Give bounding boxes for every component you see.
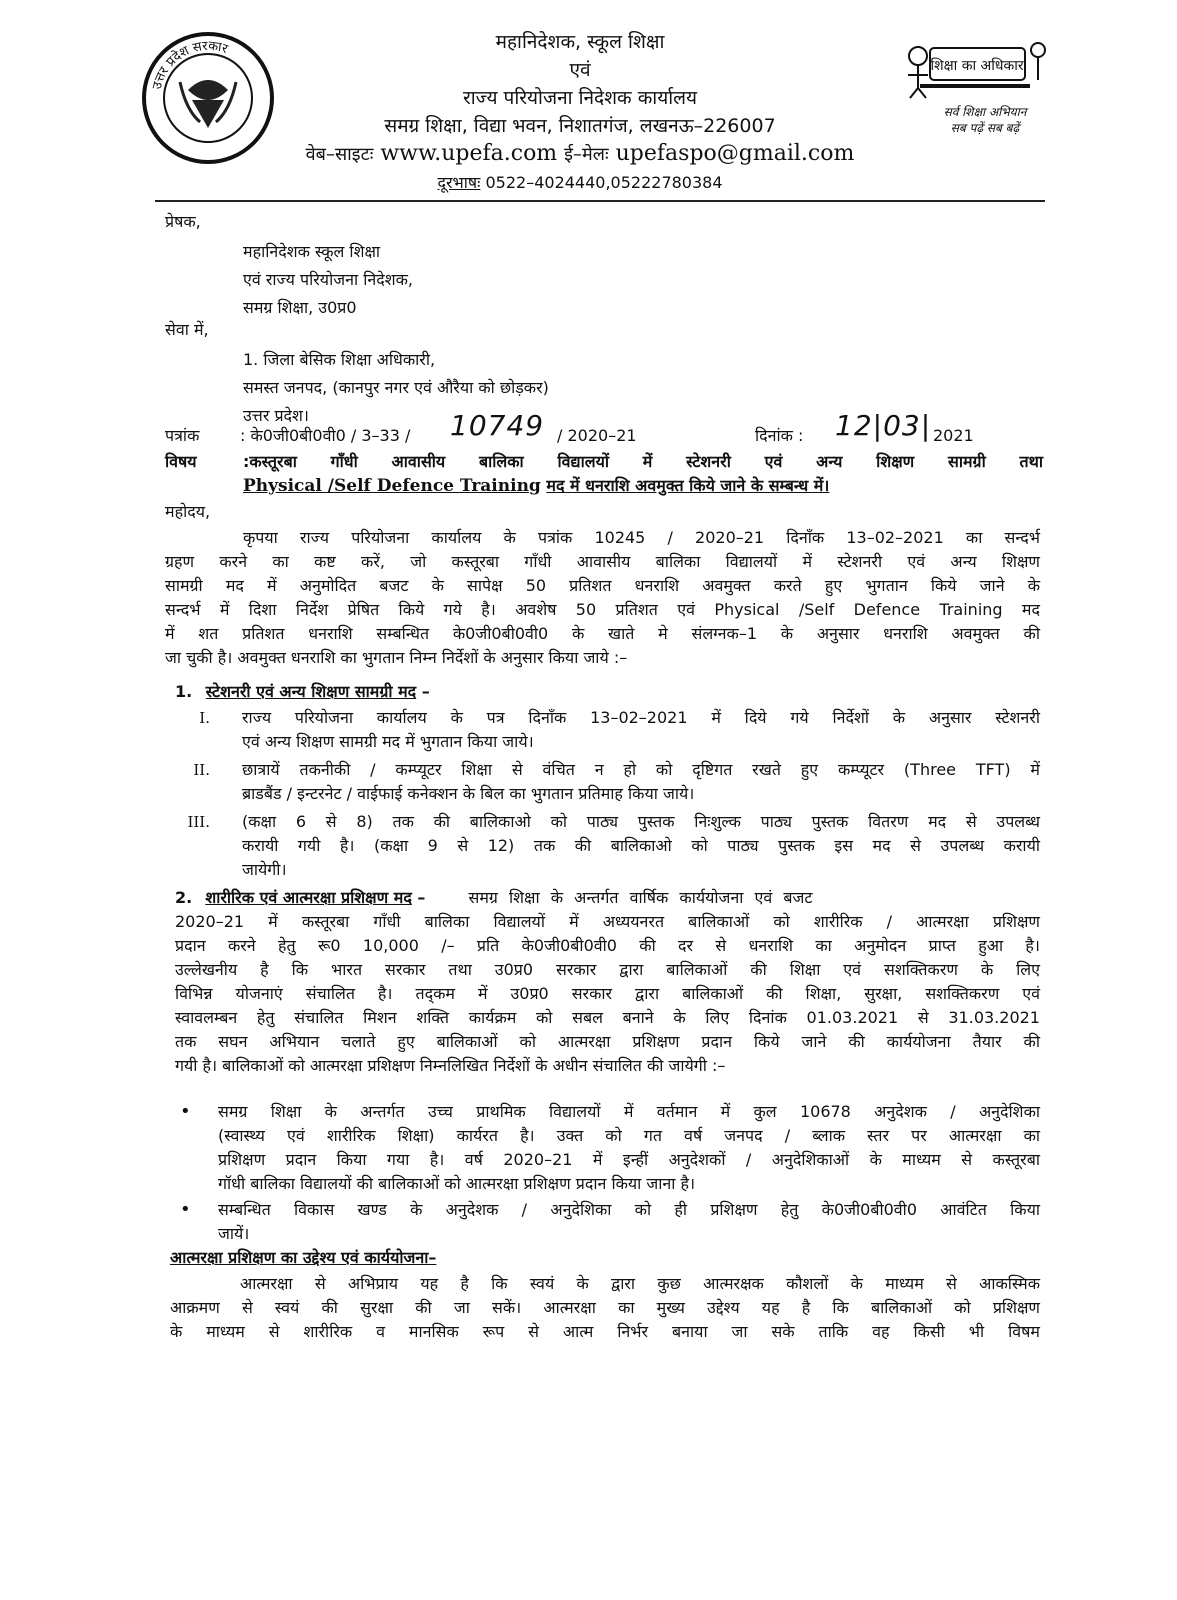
para-line: आत्मरक्षा से अभिप्राय यह है कि स्वयं के द्वारा कुछ आत्मरक्षक कौशलों के माध्यम से आकस्मिक [240,1274,1040,1293]
header-contact [300,140,860,169]
para-line: सामग्री मद में अनुमोदित बजट के सापेक्ष 50 प्रतिशत धनराशि अवमुक्त करते हुए भुगतान किये जाने के [165,576,1040,595]
para-line: में शत प्रतिशत धनराशि सम्बन्धित के0जी0बी0वी0 के खाते मे संलग्नक–1 के अनुसार धनराशि अवमुक्त की [165,624,1040,643]
section-2-tail: – [411,888,426,907]
list-marker: I. [199,709,210,727]
para-line: उल्लेखनीय है कि भारत सरकार तथा उ0प्र0 सरकार द्वारा बालिकाओं की शिक्षा एवं सशक्तिकरण के लिए [175,960,1040,979]
bullet-line: सम्बन्धित विकास खण्ड के अनुदेशक / अनुदेशिका को ही प्रशिक्षण हेतु के0जी0बी0वी0 आवंटित किया [218,1200,1040,1219]
subject-label: विषय [165,452,197,471]
sarva-shiksha-abhiyan-logo [900,30,1050,145]
bullet-marker: • [180,1199,191,1220]
para-line: स्वावलम्बन हेतु संचालित मिशन शक्ति कार्यक्रम को सबल बनाने के लिए दिनांक 01.03.2021 से 31.03.2021 [175,1008,1040,1027]
seal-icon [140,30,276,166]
para-line: गयी है। बालिकाओं को आत्मरक्षा प्रशिक्षण निम्नलिखित निर्देशों के अधीन संचालित की जायेगी :– [175,1056,726,1075]
header-line-4: समग्र शिक्षा, विद्या भवन, निशातगंज, लखनऊ–226007 [384,115,776,137]
header-line-2: एवं [569,59,591,81]
bullet-item [180,1198,1040,1246]
bullet-item [180,1100,1040,1196]
salutation: महोदय, [165,502,211,521]
list-line: छात्रायें तकनीकी / कम्प्यूटर शिक्षा से वंचित न हो को दृष्टिगत रखते हुए कम्प्यूटर (Three TFT) में [242,760,1040,779]
list-line: जायेगी। [242,860,287,879]
section-3-paragraph [170,1272,1040,1344]
date-label: दिनांक : [755,426,804,445]
section-3-title: आत्मरक्षा प्रशिक्षण का उद्देश्य एवं कार्ययोजना– [170,1248,437,1267]
web-url: www.upefa.com [380,141,558,166]
reference-label: पत्रांक [165,426,200,445]
header-divider [155,200,1045,202]
para-line: सन्दर्भ में दिशा निर्देश प्रेषित किये गये है। अवशेष 50 प्रतिशत एवं Physical /Self Defence Training मद [165,600,1040,619]
bullet-marker: • [180,1101,191,1122]
header-phone [300,169,860,197]
sender-line: महानिदेशक स्कूल शिक्षा [243,242,381,261]
section-1-num: 1. [175,682,193,701]
section-1-heading [175,680,430,704]
subject-rest: मद में धनराशि अवमुक्त किये जाने के सम्बन्ध में। [546,476,830,495]
paragraph-1 [165,526,1040,670]
recipient-line: 1. जिला बेसिक शिक्षा अधिकारी, [243,350,436,369]
para-line: प्रदान करने हेतु रू0 10,000 /– प्रति के0जी0बी0वी0 की दर से धनराशि का अनुमोदन प्राप्त हुआ है। [175,936,1040,955]
bullet-line: समग्र शिक्षा के अन्तर्गत उच्च प्राथमिक विद्यालयों में वर्तमान में कुल 10678 अनुदेशक / अनुदेशिका [218,1102,1040,1121]
para-line: 2020–21 में कस्तूरबा गाँधी बालिका विद्यालयों में अध्ययनरत बालिकाओं को शारीरिक / आत्मरक्षा प्रशिक्षण [175,912,1040,931]
phone-number: 0522–4024440,05222780384 [485,173,723,192]
sender-line: एवं राज्य परियोजना निदेशक, [243,270,413,289]
header-line-1: महानिदेशक, स्कूल शिक्षा [495,31,665,53]
list-line: (कक्षा 6 से 8) तक की बालिकाओ को पाठ्य पुस्तक निःशुल्क पाठ्य पुस्तक वितरण मद से उपलब्ध [242,812,1040,831]
para-line: आक्रमण से स्वयं की सुरक्षा की जा सकें। आत्मरक्षा का मुख्य उद्देश्य यह है कि बालिकाओं को प्रशिक्षण [170,1298,1040,1317]
child-pencil-icon [900,30,1050,100]
section-2-title: शारीरिक एवं आत्मरक्षा प्रशिक्षण मद [205,888,412,907]
header-line-3: राज्य परियोजना निदेशक कार्यालय [462,87,698,109]
svg-text:उत्तर प्रदेश सरकार: उत्तर प्रदेश सरकार [149,38,230,91]
recipient-line: उत्तर प्रदेश। [243,406,309,425]
subject-line-2 [243,474,1043,498]
phone-label: दूरभाषः [437,173,481,192]
letterhead [300,28,860,197]
section-1-title: स्टेशनरी एवं अन्य शिक्षण सामग्री मद [205,682,417,701]
para-line: कृपया राज्य परियोजना कार्यालय के पत्रांक 10245 / 2020–21 दिनाँक 13–02–2021 का सन्दर्भ [243,528,1040,547]
para-line: विभिन्न योजनाएं संचालित है। तद्कम में उ0प्र0 सरकार द्वारा बालिकाओं की शिक्षा, सुरक्षा, सशक्तिकरण एवं [175,984,1040,1003]
para-line: तक सघन अभियान चलाते हुए बालिकाओं को आत्मरक्षा प्रशिक्षण प्रदान किये जाने की कार्ययोजना तैयार की [175,1032,1040,1051]
reference-prefix: : के0जी0बी0वी0 / 3–33 / [240,426,411,445]
svg-text:शिक्षा का अधिकार: शिक्षा का अधिकार [930,58,1024,74]
sender-label: प्रेषक, [165,212,201,231]
bullet-line: (स्वास्थ्य एवं शारीरिक शिक्षा) कार्यरत है। उक्त को गत वर्ष जनपद / ब्लाक स्तर पर आत्मरक्षा का [218,1126,1040,1145]
bullet-line: प्रशिक्षण प्रदान किया गया है। वर्ष 2020–21 में इन्हीं अनुदेशकों / अनुदेशिकाओं के माध्यम से कस्तूरबा [218,1150,1040,1169]
section-2-num: 2. [175,888,193,907]
subject-line-1: :कस्तूरबा गाँधी आवासीय बालिका विद्यालयों में स्टेशनरी एवं अन्य शिक्षण सामग्री तथा [243,452,1043,471]
para-line: जा चुकी है। अवमुक्त धनराशि का भुगतान निम्न निर्देशों के अनुसार किया जाये :– [165,648,628,667]
bullet-line: जायें। [218,1224,250,1243]
para-line: के माध्यम से शारीरिक व मानसिक रूप से आत्म निर्भर बनाया जा सके ताकि वह किसी भी विषम [170,1322,1040,1341]
bullet-line: गॉधी बालिका विद्यालयों की बालिकाओं को आत्मरक्षा प्रशिक्षण प्रदान किया जाना है। [218,1174,696,1193]
date-year: 2021 [933,426,974,445]
email-address: upefaspo@gmail.com [615,141,855,166]
list-item [180,758,1040,806]
list-line: करायी गयी है। (कक्षा 9 से 12) तक की बालिकाओ को पाठ्य पुस्तक इस मद से उपलब्ध करायी [242,836,1040,855]
email-label: ई–मेलः [564,144,609,165]
reference-suffix: / 2020–21 [557,426,637,445]
reference-number: 10749 [450,409,545,442]
recipient-label: सेवा में, [165,320,209,339]
list-item [180,706,1040,754]
list-marker: III. [187,813,210,831]
section-2-first-rest: समग्र शिक्षा के अन्तर्गत वार्षिक कार्ययोजना एवं बजट [468,888,813,907]
subject-latin: Physical /Self Defence Training [243,476,541,496]
section-1-list [180,706,1040,879]
list-item [180,810,1040,882]
section-2-bullets [180,1100,1040,1243]
sender-block [243,238,413,322]
list-marker: II. [193,761,210,779]
list-line: एवं अन्य शिक्षण सामग्री मद में भुगतान किया जाये। [242,732,534,751]
recipient-line: समस्त जनपद, (कानपुर नगर एवं औरैया को छोड़कर) [243,378,549,397]
up-government-seal [140,30,276,166]
logo-line-1: सर्व शिक्षा अभियान [943,105,1027,119]
section-1-tail: – [416,682,430,701]
sender-line: समग्र शिक्षा, उ0प्र0 [243,298,357,317]
date-handwritten: 12|03| [835,409,932,442]
section-2-first-line [175,886,1040,910]
logo-line-2: सब पढ़ें सब बढ़ें [950,121,1020,135]
section-2 [175,886,1040,1078]
list-line: ब्राडबैंड / इन्टरनेट / वाईफाई कनेक्शन के बिल का भुगतान प्रतिमाह किया जाये। [242,784,695,803]
web-label: वेब–साइटः [305,144,374,165]
list-line: राज्य परियोजना कार्यालय के पत्र दिनाँक 13–02–2021 में दिये गये निर्देशों के अनुसार स्टेशनरी [242,708,1040,727]
para-line: ग्रहण करने का कष्ट करें, जो कस्तूरबा गाँधी आवासीय बालिका विद्यालयों में स्टेशनरी एवं अन्य शिक्षण [165,552,1040,571]
